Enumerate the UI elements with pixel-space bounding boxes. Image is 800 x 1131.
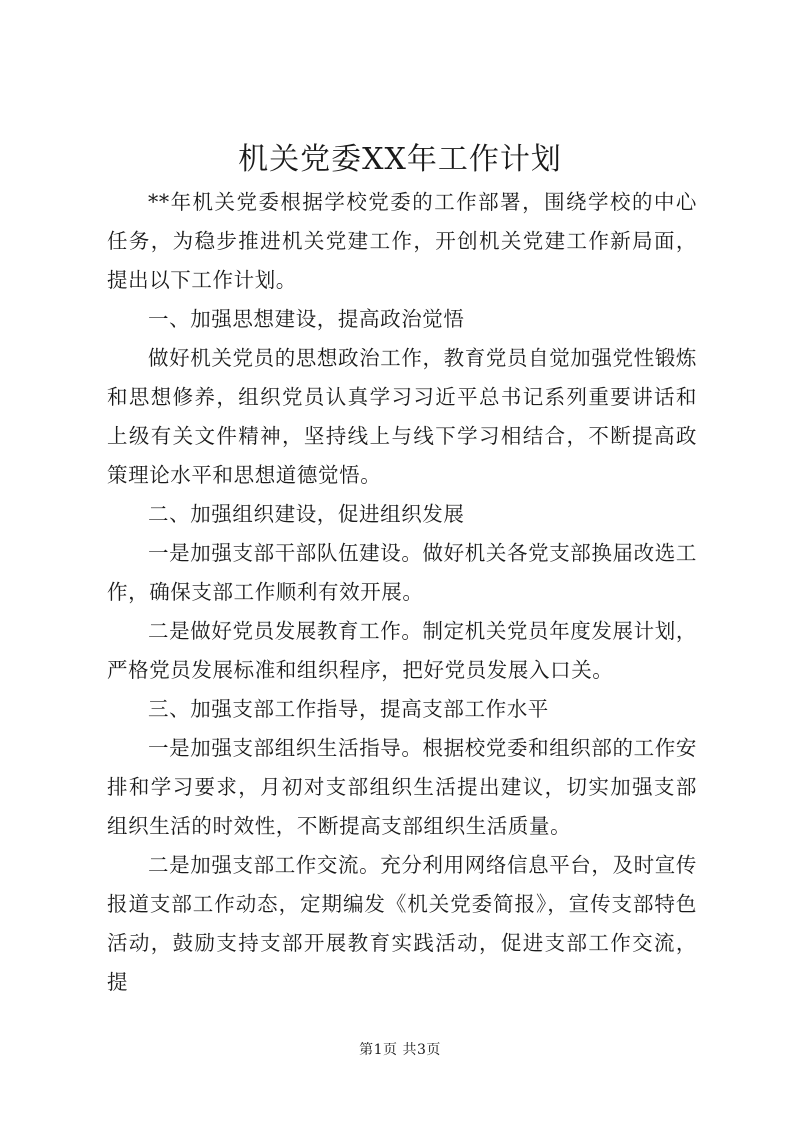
- section-heading-2: 二、加强组织建设，促进组织发展: [148, 502, 465, 526]
- section-heading-3: 三、加强支部工作指导，提高支部工作水平: [148, 697, 549, 721]
- section-2-item-1: 一是加强支部干部队伍建设。做好机关各党支部换届改选工作，确保支部工作顺利有效开展。: [107, 541, 697, 604]
- document-title: 机关党委XX年工作计划: [238, 142, 562, 177]
- page-number-footer: 第1页 共3页: [359, 1042, 441, 1058]
- intro-paragraph: **年机关党委根据学校党委的工作部署，围绕学校的中心任务，为稳步推进机关党建工作，开创机关党建工作新局面，提出以下工作计划。: [107, 190, 697, 292]
- section-heading-1: 一、加强思想建设，提高政治觉悟: [148, 307, 465, 331]
- document-body: [107, 183, 697, 1002]
- section-3-item-2: 二是加强支部工作交流。充分利用网络信息平台，及时宣传报道支部工作动态，定期编发《机关党委简报》，宣传支部特色活动，鼓励支持支部开展教育实践活动，促进支部工作交流，提: [107, 853, 697, 994]
- section-3-item-1: 一是加强支部组织生活指导。根据校党委和组织部的工作安排和学习要求，月初对支部组织生活提出建议，切实加强支部组织生活的时效性，不断提高支部组织生活质量。: [107, 736, 697, 838]
- section-2-item-2: 二是做好党员发展教育工作。制定机关党员年度发展计划，严格党员发展标准和组织程序，把好党员发展入口关。: [107, 619, 697, 682]
- section-1-paragraph: 做好机关党员的思想政治工作，教育党员自觉加强党性锻炼和思想修养，组织党员认真学习习近平总书记系列重要讲话和上级有关文件精神，坚持线上与线下学习相结合，不断提高政策理论水平和思想道德觉悟。: [107, 346, 697, 487]
